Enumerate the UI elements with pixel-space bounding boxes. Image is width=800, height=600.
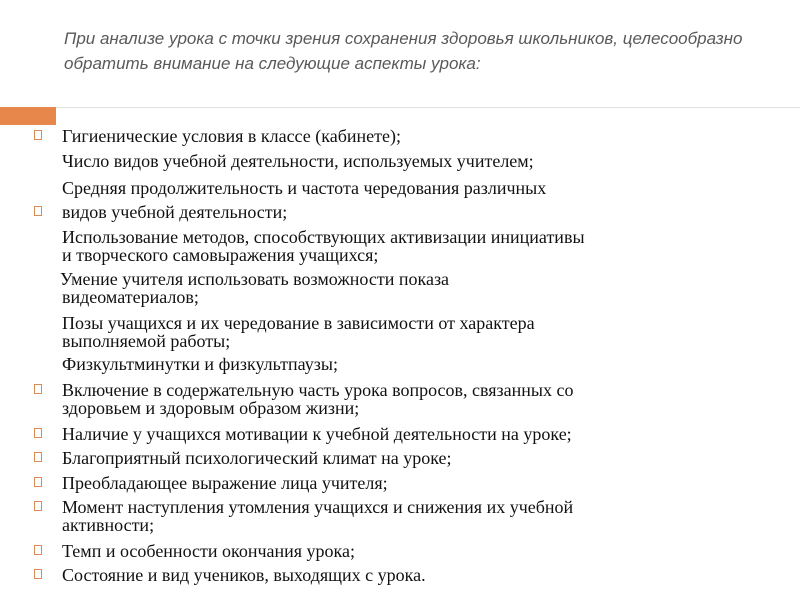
square-outline-bullet-icon xyxy=(34,477,42,487)
list-item-text: видов учебной деятельности; xyxy=(62,202,288,222)
list-item-text: видеоматериалов; xyxy=(62,287,199,307)
square-outline-bullet-icon xyxy=(34,130,42,140)
list-item-text: Темп и особенности окончания урока; xyxy=(62,541,356,561)
list-item-text: Использование методов, способствующих активизации инициативы xyxy=(62,227,585,247)
list-item-text: Наличие у учащихся мотивации к учебной деятельности на уроке; xyxy=(62,424,572,444)
list-item-text: Момент наступления утомления учащихся и снижения их учебной xyxy=(62,497,574,517)
list-item-text: Состояние и вид учеников, выходящих с урока. xyxy=(62,565,426,585)
square-outline-bullet-icon xyxy=(34,545,42,555)
list-item-text: Благоприятный психологический климат на уроке; xyxy=(62,448,452,468)
list-item-text: Умение учителя использовать возможности показа xyxy=(60,269,450,289)
list-item-text: Средняя продолжительность и частота чередования различных xyxy=(62,178,547,198)
list-item-text: Включение в содержательную часть урока вопросов, связанных со xyxy=(62,380,574,400)
square-outline-bullet-icon xyxy=(34,428,42,438)
list-item-text: Позы учащихся и их чередование в зависимости от характера xyxy=(62,313,535,333)
square-outline-bullet-icon xyxy=(34,384,42,394)
list-item-text: и творческого самовыражения учащихся; xyxy=(62,245,379,265)
list-item-text: Физкультминутки и физкультпаузы; xyxy=(62,354,338,374)
square-outline-bullet-icon xyxy=(34,569,42,579)
list-item-text: Преобладающее выражение лица учителя; xyxy=(62,473,388,493)
list-item-text: выполняемой работы; xyxy=(62,331,231,351)
square-outline-bullet-icon xyxy=(34,206,42,216)
square-outline-bullet-icon xyxy=(34,501,42,511)
list-item-text: Число видов учебной деятельности, используемых учителем; xyxy=(62,151,534,171)
square-outline-bullet-icon xyxy=(34,452,42,462)
title-divider xyxy=(56,107,800,108)
accent-bar xyxy=(0,107,56,125)
list-item-text: активности; xyxy=(62,515,155,535)
list-item-text: Гигиенические условия в классе (кабинете); xyxy=(62,126,401,146)
list-item-text: здоровьем и здоровым образом жизни; xyxy=(62,398,360,418)
slide-title: При анализе урока с точки зрения сохранения здоровья школьников, целесообразно обратить внимание на следующие аспекты урока: xyxy=(64,29,743,73)
